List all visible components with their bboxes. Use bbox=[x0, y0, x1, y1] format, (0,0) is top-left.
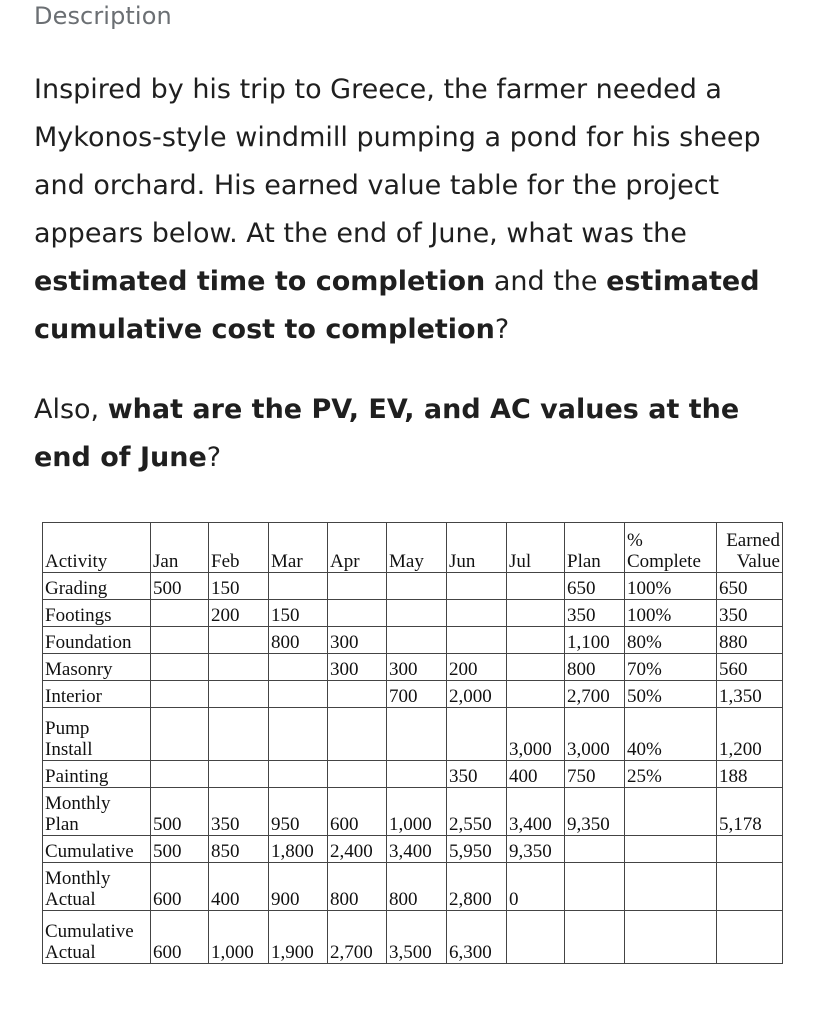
activity-cell: Monthly Actual bbox=[43, 863, 151, 911]
activity-cell: Monthly Plan bbox=[43, 788, 151, 836]
table-cell bbox=[151, 681, 209, 708]
table-cell bbox=[625, 836, 717, 863]
table-cell bbox=[447, 600, 507, 627]
table-cell: 1,350 bbox=[717, 681, 783, 708]
table-cell: 5,178 bbox=[717, 788, 783, 836]
table-cell bbox=[209, 627, 269, 654]
table-cell: 500 bbox=[151, 788, 209, 836]
table-cell: 300 bbox=[387, 654, 447, 681]
table-cell bbox=[209, 761, 269, 788]
table-cell: 3,500 bbox=[387, 911, 447, 964]
table-header-cell: Plan bbox=[565, 523, 625, 573]
table-cell bbox=[507, 627, 565, 654]
table-cell: 1,900 bbox=[269, 911, 328, 964]
table-cell bbox=[717, 836, 783, 863]
table-cell: 1,200 bbox=[717, 708, 783, 761]
table-cell bbox=[387, 627, 447, 654]
table-header-cell: May bbox=[387, 523, 447, 573]
table-row bbox=[43, 788, 783, 836]
table-cell: 150 bbox=[269, 600, 328, 627]
followup-paragraph bbox=[34, 386, 804, 482]
table-row bbox=[43, 708, 783, 761]
table-cell bbox=[507, 600, 565, 627]
table-cell bbox=[507, 654, 565, 681]
table-cell: 6,300 bbox=[447, 911, 507, 964]
table-cell bbox=[269, 681, 328, 708]
table-cell bbox=[387, 708, 447, 761]
table-cell bbox=[717, 911, 783, 964]
table-cell: 800 bbox=[387, 863, 447, 911]
table-cell bbox=[269, 654, 328, 681]
table-cell: 2,000 bbox=[447, 681, 507, 708]
question-text-3: ? bbox=[494, 314, 510, 345]
table-row bbox=[43, 761, 783, 788]
table-cell: 400 bbox=[209, 863, 269, 911]
table-header-cell: Jun bbox=[447, 523, 507, 573]
table-row bbox=[43, 863, 783, 911]
table-cell: 700 bbox=[387, 681, 447, 708]
question-text-2: and the bbox=[485, 266, 607, 297]
table-row bbox=[43, 627, 783, 654]
table-header-cell: Apr bbox=[328, 523, 387, 573]
activity-cell: Footings bbox=[43, 600, 151, 627]
table-cell: 188 bbox=[717, 761, 783, 788]
table-header-cell: Jul bbox=[507, 523, 565, 573]
table-cell: 850 bbox=[209, 836, 269, 863]
table-cell bbox=[151, 761, 209, 788]
table-cell bbox=[328, 600, 387, 627]
table-row bbox=[43, 911, 783, 964]
table-cell: 50% bbox=[625, 681, 717, 708]
table-cell: 800 bbox=[328, 863, 387, 911]
table-header-row bbox=[43, 523, 783, 573]
table-cell: 300 bbox=[328, 654, 387, 681]
activity-cell: Interior bbox=[43, 681, 151, 708]
table-cell bbox=[151, 627, 209, 654]
table-cell: 2,700 bbox=[565, 681, 625, 708]
question-bold-1: estimated time to completion bbox=[34, 266, 486, 297]
table-cell: 1,800 bbox=[269, 836, 328, 863]
question-bold-2: estimated cumulative cost to completion bbox=[34, 266, 760, 345]
table-cell: 560 bbox=[717, 654, 783, 681]
table-cell: 800 bbox=[269, 627, 328, 654]
table-cell bbox=[447, 627, 507, 654]
table-cell: 350 bbox=[209, 788, 269, 836]
table-cell: 800 bbox=[565, 654, 625, 681]
table-cell: 600 bbox=[328, 788, 387, 836]
activity-cell: Cumulative Actual bbox=[43, 911, 151, 964]
table-cell bbox=[328, 681, 387, 708]
table-cell: 9,350 bbox=[507, 836, 565, 863]
table-cell bbox=[565, 863, 625, 911]
table-header-cell: Jan bbox=[151, 523, 209, 573]
table-cell: 350 bbox=[717, 600, 783, 627]
table-header-cell: Mar bbox=[269, 523, 328, 573]
table-cell: 650 bbox=[565, 573, 625, 600]
table-cell bbox=[565, 836, 625, 863]
table-cell bbox=[387, 573, 447, 600]
table-cell: 150 bbox=[209, 573, 269, 600]
table-cell bbox=[151, 600, 209, 627]
table-cell: 200 bbox=[209, 600, 269, 627]
followup-text-2: ? bbox=[206, 442, 222, 473]
activity-cell: Masonry bbox=[43, 654, 151, 681]
table-cell: 650 bbox=[717, 573, 783, 600]
table-cell bbox=[328, 573, 387, 600]
table-cell bbox=[447, 573, 507, 600]
table-cell: 3,000 bbox=[507, 708, 565, 761]
earned-value-table-container bbox=[42, 522, 783, 964]
activity-cell: Cumulative bbox=[43, 836, 151, 863]
table-cell: 100% bbox=[625, 600, 717, 627]
table-cell bbox=[507, 911, 565, 964]
table-cell: 100% bbox=[625, 573, 717, 600]
activity-cell: Painting bbox=[43, 761, 151, 788]
activity-cell: Pump Install bbox=[43, 708, 151, 761]
table-cell: 2,550 bbox=[447, 788, 507, 836]
table-cell: 750 bbox=[565, 761, 625, 788]
table-cell: 2,400 bbox=[328, 836, 387, 863]
table-cell: 600 bbox=[151, 911, 209, 964]
table-cell: 80% bbox=[625, 627, 717, 654]
table-cell bbox=[507, 681, 565, 708]
table-cell: 40% bbox=[625, 708, 717, 761]
table-cell: 25% bbox=[625, 761, 717, 788]
table-row bbox=[43, 836, 783, 863]
table-row bbox=[43, 600, 783, 627]
table-cell bbox=[328, 761, 387, 788]
table-cell bbox=[625, 911, 717, 964]
followup-text-1: Also, bbox=[34, 394, 108, 425]
table-cell: 2,800 bbox=[447, 863, 507, 911]
table-cell bbox=[328, 708, 387, 761]
table-cell bbox=[209, 654, 269, 681]
followup-bold-1: what are the PV, EV, and AC values at the end of June bbox=[34, 394, 740, 473]
table-cell: 1,100 bbox=[565, 627, 625, 654]
table-header-cell: % Complete bbox=[625, 523, 717, 573]
table-cell: 200 bbox=[447, 654, 507, 681]
table-cell bbox=[269, 708, 328, 761]
table-cell bbox=[507, 573, 565, 600]
table-row bbox=[43, 654, 783, 681]
table-cell: 950 bbox=[269, 788, 328, 836]
question-paragraph bbox=[34, 66, 804, 354]
question-text-1: Inspired by his trip to Greece, the farmer needed a Mykonos-style windmill pumping a pond for his sheep and orchard. His earned value table for the project appears below. At the end of June, what was the bbox=[34, 74, 761, 249]
table-cell: 350 bbox=[565, 600, 625, 627]
table-cell bbox=[625, 788, 717, 836]
activity-cell: Foundation bbox=[43, 627, 151, 654]
table-cell: 0 bbox=[507, 863, 565, 911]
table-cell: 880 bbox=[717, 627, 783, 654]
table-cell: 500 bbox=[151, 573, 209, 600]
table-cell: 1,000 bbox=[387, 788, 447, 836]
section-heading: Description bbox=[34, 2, 172, 30]
table-cell: 900 bbox=[269, 863, 328, 911]
table-cell: 600 bbox=[151, 863, 209, 911]
table-cell bbox=[269, 761, 328, 788]
table-cell: 9,350 bbox=[565, 788, 625, 836]
table-cell bbox=[387, 600, 447, 627]
table-cell bbox=[625, 863, 717, 911]
table-header-cell: Earned Value bbox=[717, 523, 783, 573]
table-cell: 3,000 bbox=[565, 708, 625, 761]
table-cell bbox=[269, 573, 328, 600]
table-cell bbox=[565, 911, 625, 964]
table-cell: 5,950 bbox=[447, 836, 507, 863]
table-header-cell: Feb bbox=[209, 523, 269, 573]
table-cell bbox=[151, 654, 209, 681]
activity-cell: Grading bbox=[43, 573, 151, 600]
table-cell: 1,000 bbox=[209, 911, 269, 964]
table-cell bbox=[717, 863, 783, 911]
table-row bbox=[43, 573, 783, 600]
table-row bbox=[43, 681, 783, 708]
table-cell: 3,400 bbox=[507, 788, 565, 836]
table-cell: 400 bbox=[507, 761, 565, 788]
table-cell: 2,700 bbox=[328, 911, 387, 964]
table-cell bbox=[387, 761, 447, 788]
table-cell bbox=[209, 681, 269, 708]
table-cell bbox=[447, 708, 507, 761]
table-cell bbox=[209, 708, 269, 761]
table-header-cell: Activity bbox=[43, 523, 151, 573]
table-cell: 500 bbox=[151, 836, 209, 863]
table-cell bbox=[151, 708, 209, 761]
earned-value-table bbox=[42, 522, 783, 964]
table-cell: 350 bbox=[447, 761, 507, 788]
table-cell: 3,400 bbox=[387, 836, 447, 863]
table-cell: 70% bbox=[625, 654, 717, 681]
table-cell: 300 bbox=[328, 627, 387, 654]
